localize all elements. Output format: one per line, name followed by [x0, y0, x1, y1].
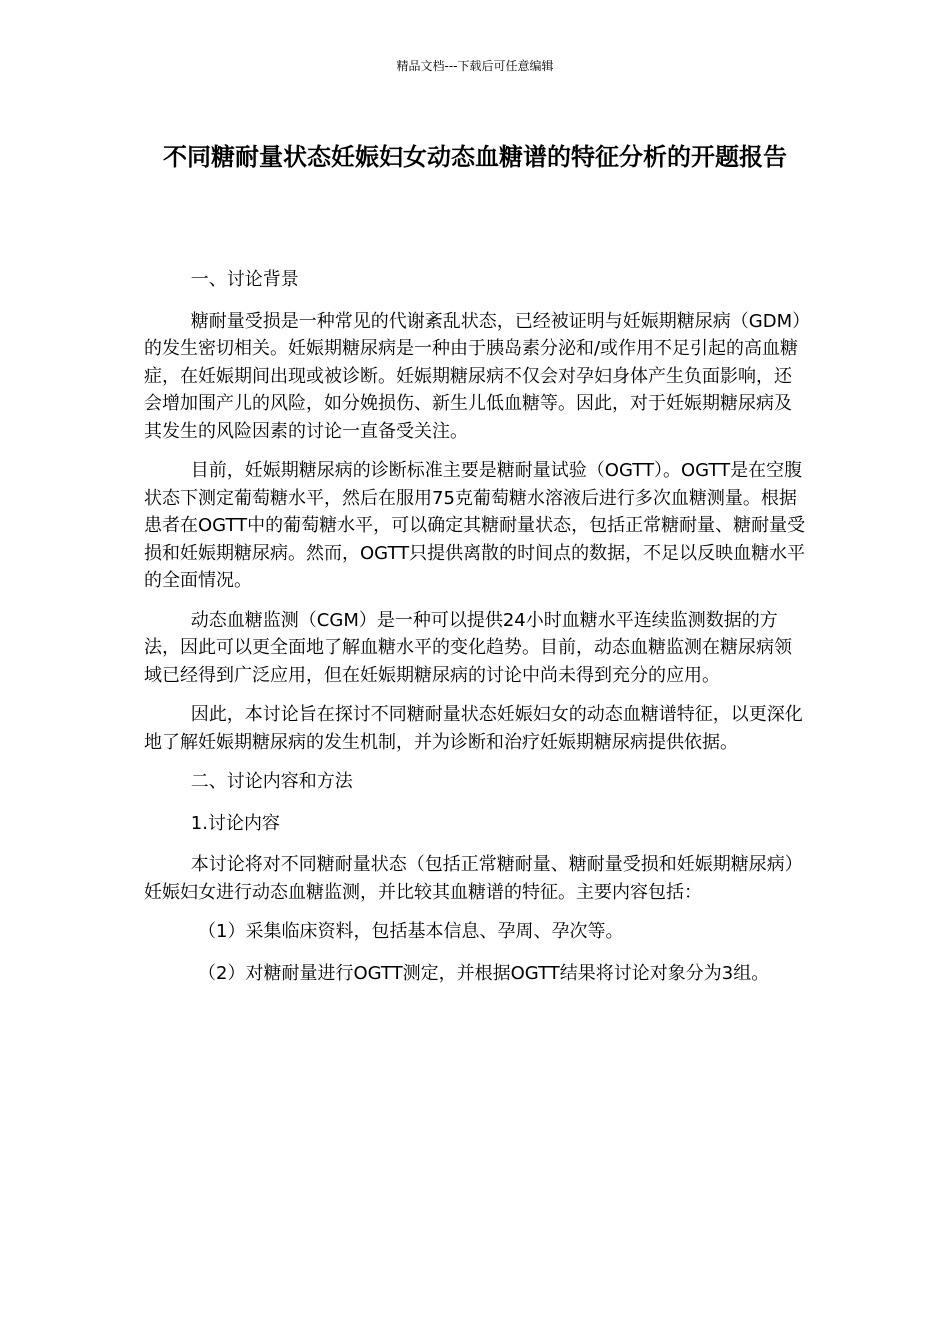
paragraph-background-4: 因此，本讨论旨在探讨不同糖耐量状态妊娠妇女的动态血糖谱特征，以更深化地了解妊娠期糖尿病的发生机制，并为诊断和治疗妊娠期糖尿病提供依据。	[144, 704, 803, 753]
list-item-1: （1）采集临床资料，包括基本信息、孕周、孕次等。	[198, 921, 624, 942]
paragraph-background-1: 糖耐量受损是一种常见的代谢紊乱状态，已经被证明与妊娠期糖尿病（GDM）的发生密切相关。妊娠期糖尿病是一种由于胰岛素分泌和/或作用不足引起的高血糖症，在妊娠期间出现或被诊断。妊娠期糖尿病不仅会对孕妇身体产生负面影响，还会增加围产儿的风险，如分娩损伤、新生儿低血糖等。因此，对于妊娠期糖尿病及其发生的风险因素的讨论一直备受关注。	[144, 310, 802, 442]
document-body	[144, 266, 806, 1001]
section-heading-background: 一、讨论背景	[190, 269, 299, 290]
document-title: 不同糖耐量状态妊娠妇女动态血糖谱的特征分析的开题报告	[163, 143, 787, 171]
list-item-2: （2）对糖耐量进行OGTT测定，并根据OGTT结果将讨论对象分为3组。	[198, 962, 770, 984]
paragraph-background-2: 目前，妊娠期糖尿病的诊断标准主要是糖耐量试验（OGTT）。OGTT是在空腹状态下测定葡萄糖水平，然后在服用75克葡萄糖水溶液后进行多次血糖测量。根据患者在OGTT中的葡萄糖水平，可以确定其糖耐量状态，包括正常糖耐量、糖耐量受损和妊娠期糖尿病。然而，OGTT只提供离散的时间点的数据，不足以反映血糖水平的全面情况。	[144, 460, 806, 591]
paragraph-background-3: 动态血糖监测（CGM）是一种可以提供24小时血糖水平连续监测数据的方法，因此可以更全面地了解血糖水平的变化趋势。目前，动态血糖监测在糖尿病领域已经得到广泛应用，但在妊娠期糖尿病的讨论中尚未得到充分的应用。	[144, 609, 792, 686]
paragraph-content-1: 本讨论将对不同糖耐量状态（包括正常糖耐量、糖耐量受损和妊娠期糖尿病）妊娠妇女进行动态血糖监测，并比较其血糖谱的特征。主要内容包括：	[144, 854, 803, 903]
section-heading-methods: 二、讨论内容和方法	[190, 771, 353, 792]
page-header: 精品文档---下载后可任意编辑	[396, 59, 554, 73]
subheading-content: 1.讨论内容	[190, 812, 280, 834]
